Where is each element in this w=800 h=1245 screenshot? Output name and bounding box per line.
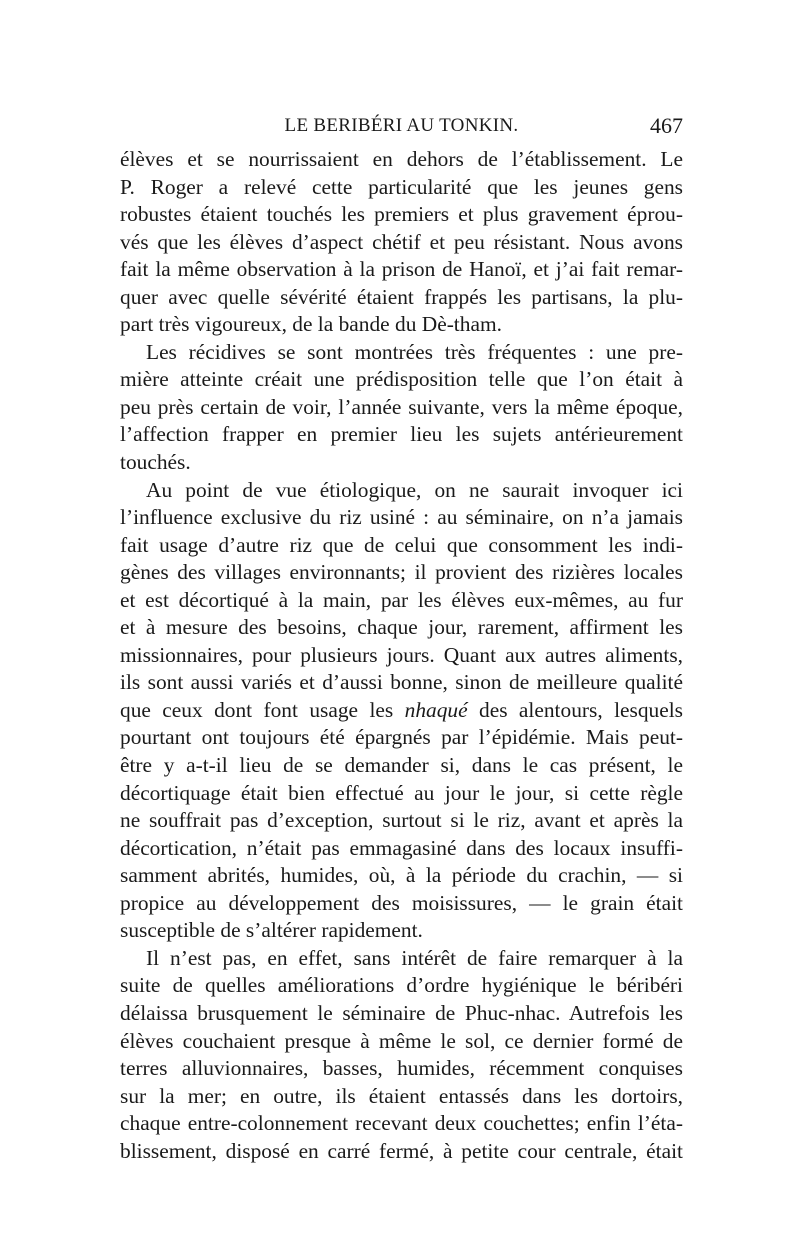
- text-line: terres alluvionnaires, basses, humides, récemment conquises: [120, 1056, 683, 1081]
- text-line: gènes des villages environnants; il provient des rizières locales: [120, 560, 683, 585]
- text-line: part très vigoureux, de la bande du Dè-tham.: [120, 312, 502, 337]
- text-line: mière atteinte créait une prédisposition telle que l’on était à: [120, 367, 683, 392]
- text-line: décortiquage était bien effectué au jour le jour, si cette règle: [120, 780, 683, 805]
- paragraph: [120, 339, 683, 477]
- text-line: pourtant ont toujours été épargnés par l’épidémie. Mais peut-: [120, 725, 683, 750]
- text-line: Au point de vue étiologique, on ne saurait invoquer ici: [146, 477, 683, 502]
- text-line: être y a-t-il lieu de se demander si, dans le cas présent, le: [120, 753, 683, 778]
- text-line: blissement, disposé en carré fermé, à petite cour centrale, était: [120, 1138, 683, 1163]
- text-line: décortication, n’était pas emmagasiné dans des locaux insuffi-: [120, 835, 683, 860]
- body-text: [120, 146, 683, 1165]
- page-number: 467: [650, 113, 683, 138]
- text-line: fait usage d’autre riz que de celui que consomment les indi-: [120, 532, 683, 557]
- text-line: ils sont aussi variés et d’aussi bonne, sinon de meilleure qualité: [120, 670, 683, 695]
- text-line: que ceux dont font usage les nhaqué des alentours, lesquels: [120, 697, 683, 722]
- text-line: peu près certain de voir, l’année suivante, vers la même époque,: [120, 394, 683, 419]
- text-line: ne souffrait pas d’exception, surtout si le riz, avant et après la: [120, 808, 683, 833]
- text-line: l’influence exclusive du riz usiné : au séminaire, on n’a jamais: [120, 505, 683, 530]
- text-line: susceptible de s’altérer rapidement.: [120, 918, 423, 943]
- paragraph: [120, 477, 683, 945]
- text-line: touchés.: [120, 450, 191, 475]
- text-line: missionnaires, pour plusieurs jours. Quant aux autres aliments,: [120, 642, 683, 667]
- text-line: Il n’est pas, en effet, sans intérêt de faire remarquer à la: [146, 945, 683, 970]
- italic-term: nhaqué: [404, 697, 468, 722]
- paragraph: [120, 945, 683, 1165]
- text-line: élèves et se nourrissaient en dehors de l’établissement. Le: [120, 147, 683, 171]
- text-line: robustes étaient touchés les premiers et plus gravement éprou-: [120, 202, 683, 227]
- text-line: chaque entre-colonnement recevant deux couchettes; enfin l’éta-: [120, 1111, 683, 1136]
- text-line: et est décortiqué à la main, par les élèves eux-mêmes, au fur: [120, 587, 683, 612]
- text-line: et à mesure des besoins, chaque jour, rarement, affirment les: [120, 615, 683, 640]
- text-line: fait la même observation à la prison de Hanoï, et j’ai fait remar-: [120, 257, 683, 282]
- text-line: élèves couchaient presque à même le sol, ce dernier formé de: [120, 1028, 683, 1053]
- running-head: [120, 113, 683, 143]
- text-line: samment abrités, humides, où, à la période du crachin, — si: [120, 863, 683, 888]
- paragraph: [120, 146, 683, 339]
- text-line: vés que les élèves d’aspect chétif et peu résistant. Nous avons: [120, 229, 683, 254]
- text-line: sur la mer; en outre, ils étaient entassés dans les dortoirs,: [120, 1083, 683, 1108]
- text-line: l’affection frapper en premier lieu les sujets antérieurement: [120, 422, 683, 447]
- text-line: suite de quelles améliorations d’ordre hygiénique le béribéri: [120, 973, 683, 998]
- text-line: propice au développement des moisissures, — le grain était: [120, 890, 683, 915]
- running-title: LE BERIBÉRI AU TONKIN.: [284, 115, 519, 136]
- text-line: Les récidives se sont montrées très fréquentes : une pre-: [146, 339, 683, 364]
- text-line: délaissa brusquement le séminaire de Phuc-nhac. Autrefois les: [120, 1000, 683, 1025]
- text-line: quer avec quelle sévérité étaient frappés les partisans, la plu-: [120, 284, 683, 309]
- text-line: P. Roger a relevé cette particularité que les jeunes gens: [120, 174, 683, 199]
